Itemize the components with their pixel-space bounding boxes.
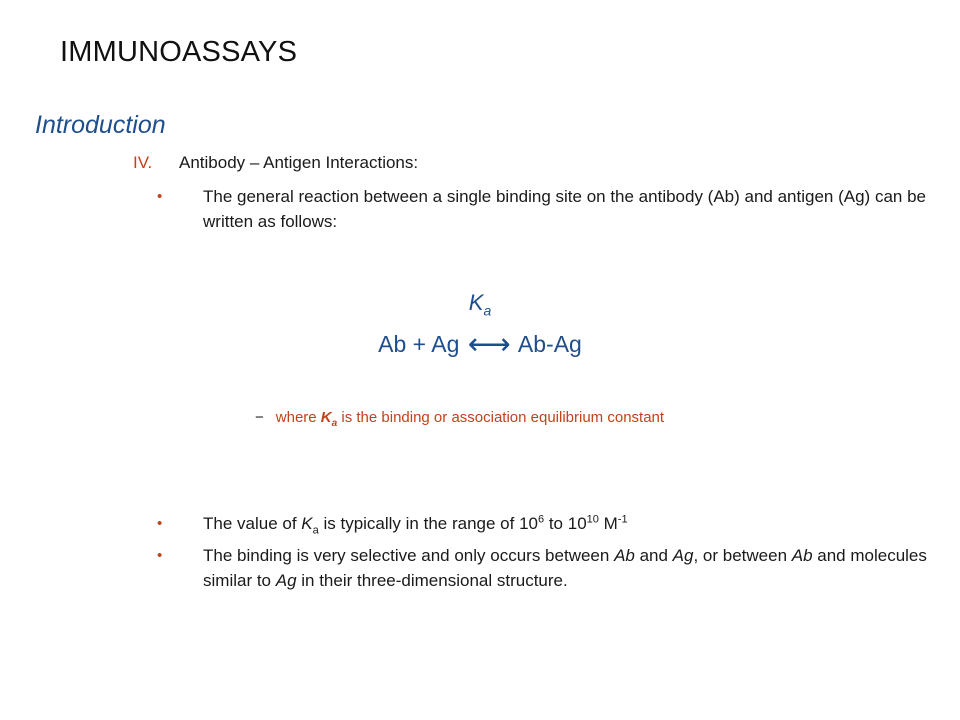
note-k-subscript: a xyxy=(331,418,338,429)
section-heading: Introduction xyxy=(35,111,166,139)
equation-reactants: Ab + Ag xyxy=(378,331,460,357)
k-subscript: a xyxy=(483,302,492,319)
bullet-text: The general reaction between a single binding site on the antibody (Ab) and antigen (Ag) can be written as follows: xyxy=(203,187,926,231)
ag-term: Ag xyxy=(275,571,297,590)
note-suffix: is the binding or association equilibrium constant xyxy=(337,409,665,426)
ag-term: Ag xyxy=(672,546,694,565)
k-subscript: a xyxy=(312,524,319,537)
bullet-icon: • xyxy=(157,188,163,205)
ab-term: Ab xyxy=(791,546,813,565)
ka-definition-note xyxy=(255,409,665,429)
text-run: , or between xyxy=(693,546,792,565)
exponent: 10 xyxy=(586,513,599,526)
note-prefix: where xyxy=(275,409,321,426)
reaction-equation xyxy=(0,327,960,362)
outline-number: IV. xyxy=(133,153,153,172)
text-run: in their three-dimensional structure. xyxy=(296,571,568,590)
text-run: and xyxy=(634,546,673,565)
slide-title: IMMUNOASSAYS xyxy=(60,36,298,68)
double-arrow-icon: ⟷ xyxy=(467,328,511,361)
equilibrium-constant-label xyxy=(0,290,960,319)
note-k-symbol: K xyxy=(320,409,332,426)
text-run: The value of xyxy=(203,514,302,533)
bullet-text xyxy=(203,543,933,593)
text-run: to 10 xyxy=(544,514,587,533)
ab-term: Ab xyxy=(614,546,635,565)
bullet-text xyxy=(203,511,933,536)
k-symbol: K xyxy=(468,290,484,315)
text-run: and molecules similar to xyxy=(203,546,927,590)
bullet-icon: • xyxy=(157,515,163,532)
dash-marker: − xyxy=(255,409,264,426)
text-run: is typically in the range of 10 xyxy=(318,514,538,533)
text-run: M xyxy=(598,514,618,533)
equation-product: Ab-Ag xyxy=(517,331,582,357)
k-symbol: K xyxy=(301,514,313,533)
text-run: The binding is very selective and only occurs between xyxy=(203,546,615,565)
exponent: -1 xyxy=(617,513,628,526)
bullet-icon: • xyxy=(157,547,163,564)
outline-title: Antibody – Antigen Interactions: xyxy=(179,153,419,172)
exponent: 6 xyxy=(537,513,545,526)
